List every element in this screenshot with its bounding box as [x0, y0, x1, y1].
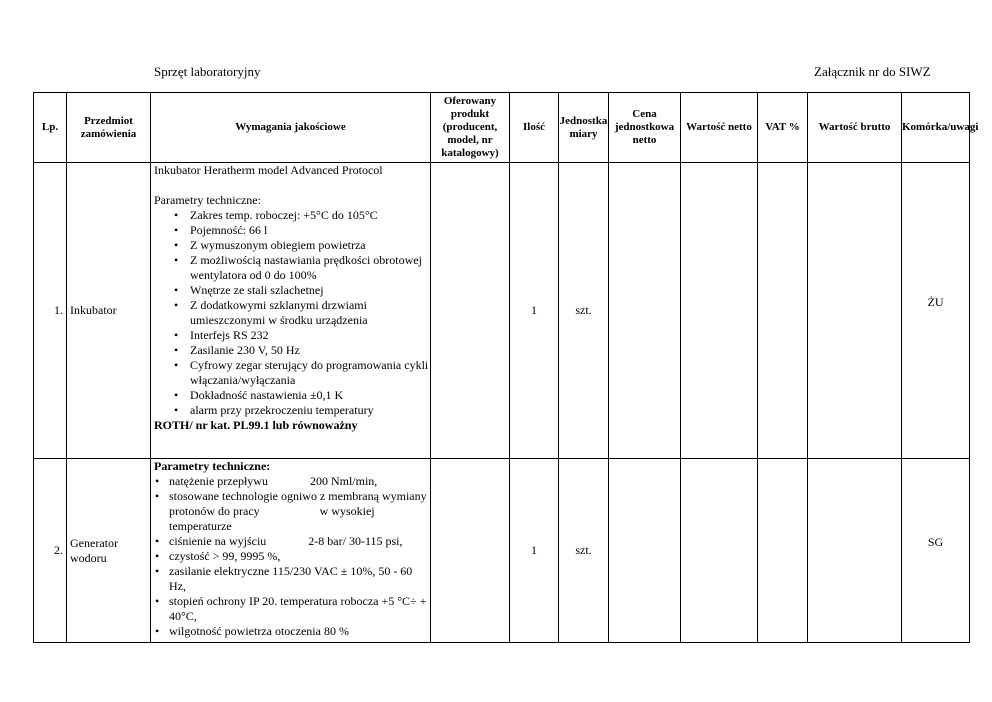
attachment-label: Załącznik nr do SIWZ	[814, 64, 931, 79]
row-cell-notes: ŻU	[902, 163, 970, 459]
requirements-params-label: Parametry techniczne:	[154, 193, 261, 207]
header-quantity: Ilość	[510, 93, 559, 163]
header-unit: Jednostka miary	[559, 93, 609, 163]
requirements-title: Inkubator Heratherm model Advanced Protocol	[154, 163, 383, 177]
table-row	[34, 459, 970, 643]
requirements-params-label: Parametry techniczne:	[154, 459, 271, 473]
list-item: • Pojemność: 66 l	[174, 223, 430, 238]
row-offered-product	[431, 459, 510, 643]
list-item: • Zakres temp. roboczej: +5°C do 105°C	[174, 208, 430, 223]
list-item: • czystość > 99, 9995 %,	[154, 549, 430, 564]
list-item: • zasilanie elektryczne 115/230 VAC ± 10%, 50 - 60 Hz,	[154, 564, 430, 594]
header-subject: Przedmiot zamówienia	[67, 93, 151, 163]
row-subject: Inkubator	[67, 163, 151, 459]
row-gross-value	[808, 459, 902, 643]
row-unit-price	[609, 163, 681, 459]
header-unit-price: Cena jednostkowa netto	[609, 93, 681, 163]
list-item: • wilgotność powietrza otoczenia 80 %	[154, 624, 430, 639]
document-title: Sprzęt laboratoryjny	[154, 64, 261, 79]
row-quantity: 1	[510, 459, 559, 643]
row-unit: szt.	[559, 163, 609, 459]
row-lp: 2.	[34, 459, 67, 643]
list-item: • stopień ochrony IP 20. temperatura robocza +5 °C÷ + 40°C,	[154, 594, 430, 624]
row-unit-price	[609, 459, 681, 643]
list-item: • Zasilanie 230 V, 50 Hz	[174, 343, 430, 358]
list-item: • Interfejs RS 232	[174, 328, 430, 343]
equipment-table	[33, 92, 979, 643]
requirements-list	[154, 208, 430, 418]
list-item: • Dokładność nastawienia ±0,1 K	[174, 388, 430, 403]
row-requirements	[151, 163, 431, 459]
list-item: • Cyfrowy zegar sterujący do programowania cykli włączania/wyłączania	[174, 358, 430, 388]
list-item: • Z możliwością nastawiania prędkości obrotowej wentylatora od 0 do 100%	[174, 253, 430, 283]
table-header-row	[34, 93, 970, 163]
row-subject: Generator wodoru	[67, 459, 151, 643]
table-row	[34, 163, 970, 459]
header-gross-value: Wartość brutto	[808, 93, 902, 163]
row-vat	[758, 459, 808, 643]
row-unit: szt.	[559, 459, 609, 643]
list-item: • Z dodatkowymi szklanymi drzwiami umieszczonymi w środku urządzenia	[174, 298, 430, 328]
header-cell-notes: Komórka/uwagi	[902, 93, 970, 163]
list-item: • stosowane technologie ogniwo z membraną wymiany protonów do pracy w wysokiej temperaturze	[154, 489, 430, 534]
header-net-value: Wartość netto	[681, 93, 758, 163]
row-cell-notes: SG	[902, 459, 970, 643]
list-item: • Z wymuszonym obiegiem powietrza	[174, 238, 430, 253]
row-vat	[758, 163, 808, 459]
row-net-value	[681, 163, 758, 459]
row-net-value	[681, 459, 758, 643]
row-offered-product	[431, 163, 510, 459]
row-gross-value	[808, 163, 902, 459]
header-offered-product: Oferowany produkt (producent, model, nr katalogowy)	[431, 93, 510, 163]
row-lp: 1.	[34, 163, 67, 459]
requirements-catalog-number: ROTH/ nr kat. PL99.1 lub równoważny	[154, 418, 358, 432]
header-lp: Lp.	[34, 93, 67, 163]
header-vat: VAT %	[758, 93, 808, 163]
list-item: • ciśnienie na wyjściu 2-8 bar/ 30-115 psi,	[154, 534, 430, 549]
list-item: • alarm przy przekroczeniu temperatury	[174, 403, 430, 418]
list-item: • natężenie przepływu 200 Nml/min,	[154, 474, 430, 489]
row-quantity: 1	[510, 163, 559, 459]
list-item: • Wnętrze ze stali szlachetnej	[174, 283, 430, 298]
header-requirements: Wymagania jakościowe	[151, 93, 431, 163]
row-requirements	[151, 459, 431, 643]
requirements-list	[154, 474, 430, 639]
